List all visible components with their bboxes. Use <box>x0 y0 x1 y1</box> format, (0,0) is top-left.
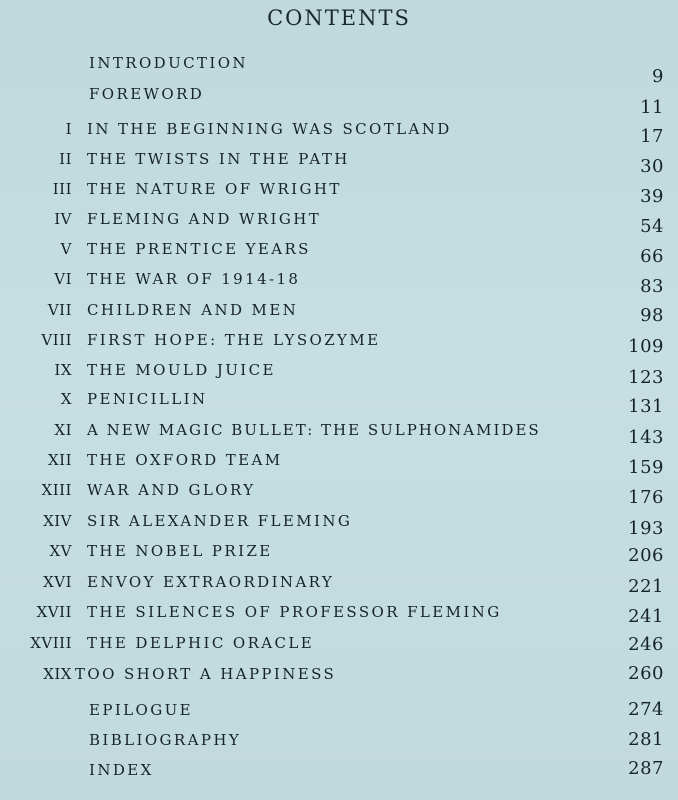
toc-entry-foreword <box>0 85 678 118</box>
page-number: 246 <box>628 634 664 655</box>
toc-entry-chapter-12 <box>0 451 678 479</box>
chapter-number: XIX <box>43 665 72 683</box>
toc-entry-chapter-16 <box>0 573 678 601</box>
toc-entry-chapter-19 <box>0 665 678 693</box>
chapter-number: XVIII <box>30 634 72 652</box>
toc-entry-chapter-2 <box>0 150 678 178</box>
chapter-title: THE OXFORD TEAM <box>87 451 283 469</box>
page-number: 30 <box>640 156 664 177</box>
toc-entry-chapter-8 <box>0 331 678 359</box>
page-number: 131 <box>628 396 664 417</box>
chapter-number: VII <box>47 301 72 319</box>
toc-entry-chapter-14 <box>0 512 678 540</box>
toc-entry-epilogue <box>0 701 678 729</box>
toc-entry-chapter-15 <box>0 542 678 570</box>
chapter-number: XIV <box>43 512 72 530</box>
chapter-title: A NEW MAGIC BULLET: THE SULPHONAMIDES <box>87 421 541 439</box>
page-number: 193 <box>628 518 664 539</box>
page-number: 17 <box>640 126 664 147</box>
chapter-title: INTRODUCTION <box>89 54 248 72</box>
chapter-number: VIII <box>41 331 72 349</box>
chapter-number: V <box>60 240 72 258</box>
chapter-title: THE TWISTS IN THE PATH <box>87 150 350 168</box>
chapter-title: THE NATURE OF WRIGHT <box>87 180 342 198</box>
toc-entry-chapter-7 <box>0 301 678 329</box>
page-number: 274 <box>628 699 664 720</box>
chapter-title: THE WAR OF 1914-18 <box>87 270 301 288</box>
chapter-title: EPILOGUE <box>89 701 193 719</box>
chapter-title: ENVOY EXTRAORDINARY <box>87 573 335 591</box>
chapter-number: XVII <box>36 603 72 621</box>
chapter-title: THE PRENTICE YEARS <box>87 240 311 258</box>
page-number: 54 <box>640 216 664 237</box>
toc-entry-chapter-17 <box>0 603 678 631</box>
page-number: 287 <box>628 758 664 779</box>
page-number: 98 <box>640 305 664 326</box>
chapter-title: FOREWORD <box>89 85 205 103</box>
page-number: 260 <box>628 663 664 684</box>
page-number: 143 <box>628 427 664 448</box>
chapter-title: THE NOBEL PRIZE <box>87 542 273 560</box>
chapter-number: XV <box>49 542 72 560</box>
chapter-number: XIII <box>41 481 72 499</box>
toc-entry-chapter-18 <box>0 634 678 662</box>
page-number: 11 <box>640 97 664 118</box>
chapter-title: TOO SHORT A HAPPINESS <box>75 665 337 683</box>
toc-entry-index <box>0 758 678 789</box>
chapter-title: SIR ALEXANDER FLEMING <box>87 512 353 530</box>
page-number: 39 <box>640 186 664 207</box>
toc-entry-chapter-9 <box>0 361 678 389</box>
page-number: 109 <box>628 336 664 357</box>
page-number: 83 <box>640 276 664 297</box>
toc-entry-chapter-10 <box>0 390 678 418</box>
toc-entry-chapter-13 <box>0 481 678 509</box>
toc-entry-bibliography <box>0 731 678 759</box>
page-number: 241 <box>628 606 664 627</box>
chapter-number: III <box>52 180 72 198</box>
toc-entry-chapter-1 <box>0 120 678 148</box>
page-title: CONTENTS <box>267 6 411 30</box>
toc-entry-chapter-3 <box>0 180 678 208</box>
page-number: 206 <box>628 545 664 566</box>
chapter-title: INDEX <box>89 761 154 779</box>
toc-entry-introduction <box>0 54 678 87</box>
chapter-number: II <box>59 150 72 168</box>
chapter-title: THE DELPHIC ORACLE <box>87 634 315 652</box>
chapter-title: THE SILENCES OF PROFESSOR FLEMING <box>87 603 502 621</box>
chapter-number: IV <box>54 210 72 228</box>
toc-entry-chapter-11 <box>0 421 678 449</box>
chapter-number: X <box>60 390 72 408</box>
chapter-title: BIBLIOGRAPHY <box>89 731 242 749</box>
chapter-title: THE MOULD JUICE <box>87 361 276 379</box>
chapter-title: CHILDREN AND MEN <box>87 301 299 319</box>
page-number: 66 <box>640 246 664 267</box>
chapter-number: VI <box>54 270 72 288</box>
page-number: 281 <box>628 729 664 750</box>
chapter-number: I <box>65 120 72 138</box>
chapter-title: IN THE BEGINNING WAS SCOTLAND <box>87 120 452 138</box>
chapter-number: XII <box>47 451 72 469</box>
toc-entry-chapter-4 <box>0 210 678 238</box>
chapter-number: XI <box>54 421 72 439</box>
chapter-number: IX <box>54 361 72 379</box>
chapter-title: WAR AND GLORY <box>87 481 256 499</box>
chapter-number: XVI <box>43 573 72 591</box>
page-number: 123 <box>628 367 664 388</box>
chapter-title: FLEMING AND WRIGHT <box>87 210 322 228</box>
chapter-title: PENICILLIN <box>87 390 208 408</box>
page-number: 9 <box>652 66 664 87</box>
page-number: 176 <box>628 487 664 508</box>
toc-entry-chapter-6 <box>0 270 678 298</box>
page-number: 159 <box>628 457 664 478</box>
chapter-title: FIRST HOPE: THE LYSOZYME <box>87 331 381 349</box>
page-number: 221 <box>628 576 664 597</box>
toc-entry-chapter-5 <box>0 240 678 268</box>
